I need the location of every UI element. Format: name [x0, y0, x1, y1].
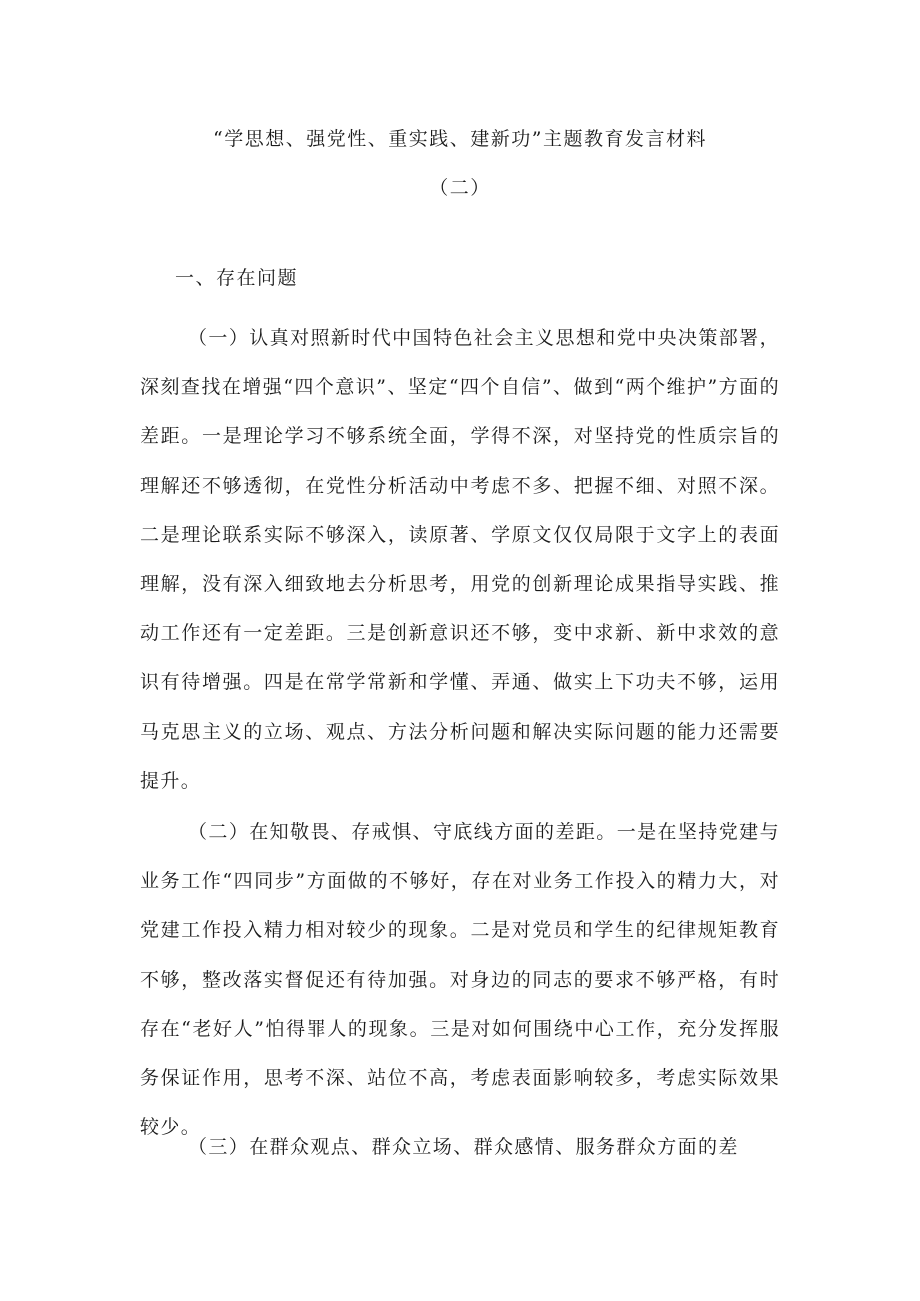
document-title: “学思想、强党性、重实践、建新功”主题教育发言材料 [213, 128, 707, 150]
paragraph-3: （三）在群众观点、群众立场、群众感情、服务群众方面的差 [188, 1136, 739, 1158]
paragraph-2: （二）在知敬畏、存戒惧、守底线方面的差距。一是在坚持党建与业务工作“四同步”方面做的不够好，存在对业务工作投入的精力大，对党建工作投入精力相对较少的现象。二是对党员和学生的纪律规矩教育不够，整改落实督促还有待加强。对身边的同志的要求不够严格，有时存在“老好人”怕得罪人的现象。三是对如何围绕中心工作，充分发挥服务保证作用，思考不深、站位不高，考虑表面影响较多，考虑实际效果较少。 [140, 821, 780, 1139]
section-heading: 一、存在问题 [175, 267, 299, 289]
document-subtitle: （二） [429, 177, 491, 199]
paragraph-1: （一）认真对照新时代中国特色社会主义思想和党中央决策部署，深刻查找在增强“四个意识”、坚定“四个自信”、做到“两个维护”方面的差距。一是理论学习不够系统全面，学得不深，对坚持党的性质宗旨的理解还不够透彻，在党性分析活动中考虑不多、把握不细、对照不深。二是理论联系实际不够深入，读原著、学原文仅仅局限于文字上的表面理解，没有深入细致地去分析思考，用党的创新理论成果指导实践、推动工作还有一定差距。三是创新意识还不够，变中求新、新中求效的意识有待增强。四是在常学常新和学懂、弄通、做实上下功夫不够，运用马克思主义的立场、观点、方法分析问题和解决实际问题的能力还需要提升。 [140, 327, 780, 792]
